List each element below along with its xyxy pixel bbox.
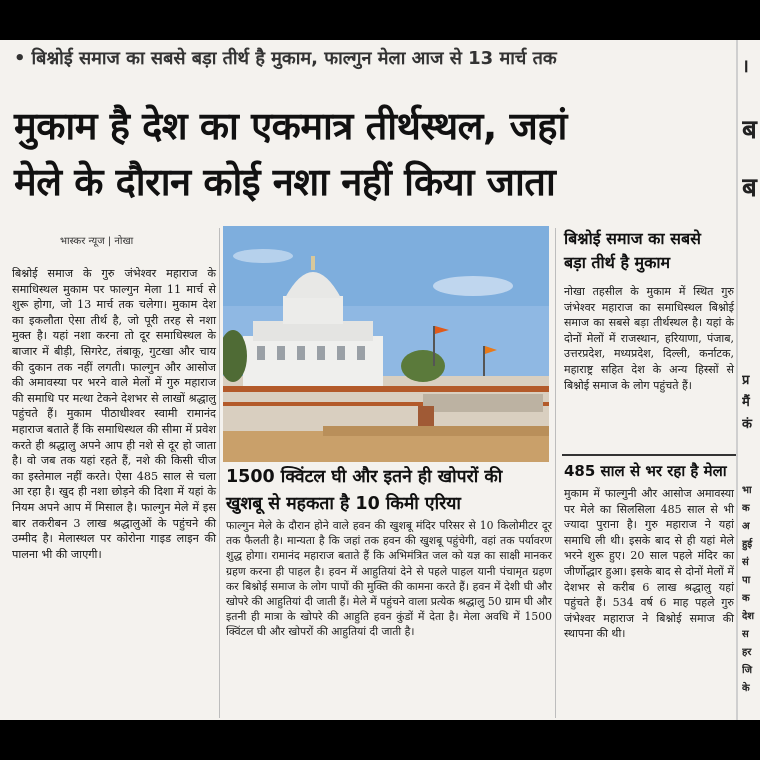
right-headline [564,227,734,275]
middle-article-column [226,518,552,640]
edge-fragment: स [742,629,749,640]
edge-fragment: ब [742,173,757,203]
edge-fragment: कं [742,417,752,432]
edge-fragment: भा [742,485,752,496]
right-article-text-1: नोखा तहसील के मुकाम में स्थित गुरु जंभेश्वर महाराज का समाधिस्थल बिश्नोई समाज का सबसे बड़ा तीर्थस्थल है। यहां के दोनों मेलों में राजस्थान, हरियाणा, पंजाब, उत्तरप्रदेश, मध्यप्रदेश, दिल्ली, कर्नाटक, महाराष्ट्र सहित देश के अन्य हिस्सों से बिश्नोई समाज के लोग पहुंचते हैं। [564,285,734,392]
right-headline-line-1: बिश्नोई समाज का सबसे [564,229,701,248]
middle-headline-line-2: खुशबू से महकता है 10 किमी एरिया [226,494,461,514]
newspaper-page [0,40,760,720]
edge-fragment: जि [742,665,753,676]
edge-fragment: मैं [742,395,750,410]
kicker-text: बिश्नोई समाज का सबसे बड़ा तीर्थ है मुकाम, फाल्गुन मेला आज से 13 मार्च तक [31,48,557,69]
headline-line-1: मुकाम है देश का एकमात्र तीर्थस्थल, जहां [14,104,567,148]
edge-fragment: क [742,593,750,604]
edge-fragment: क [742,503,750,514]
right-article-text-2: मुकाम में फाल्गुनी और आसोज अमावस्या पर मेले का सिलसिला 485 साल से भी ज्यादा पुराना है। गुरु महाराज ने यहां समाधि ली थी। इसके बाद से ही यहां मेले भरने शुरू हुए। 20 साल पहले मंदिर का जीर्णोद्धार हुआ। इसके बाद से दोनों मेलों में देशभर से करीब 6 लाख श्रद्धालु यहां पहुंचते हैं। 534 वर्ष 6 माह पहले गुरु जंभेश्वर महाराज ने बिश्नोई समाज की स्थापना की थी। [564,487,734,641]
edge-fragment: पा [742,575,751,586]
kicker-line [14,46,730,70]
edge-fragment: के [742,683,750,694]
temple-photo-illustration [223,226,549,462]
right-article-column [564,284,734,393]
adjacent-page-edge [742,40,760,720]
edge-fragment: अ [742,521,750,532]
byline: भास्कर न्यूज | नोखा [60,236,134,247]
right-article-column-2 [564,486,734,642]
edge-fragment: सं [742,557,749,568]
left-article-text: बिश्नोई समाज के गुरु जंभेश्वर महाराज के समाधिस्थल मुकाम पर फाल्गुन मेला 11 मार्च से शुरू होगा, जो 13 मार्च तक चलेगा। मुकाम देश का इकलौता ऐसा तीर्थ है, जो पूरी तरह से नशा मुक्त है। यहां नशा करना तो दूर समाधिस्थल के बाजार में बीड़ी, सिगरेट, तंबाकू, गुटखा और चाय की दुकान तक नहीं लगती। फाल्गुन और आसोज की अमावस्या पर भरने वाले मेलों में गुरु महाराज की समाधि पर मत्था टेकने देशभर से लाखों श्रद्धालु पहुंचते हैं। मुकाम पीठाधीश्वर स्वामी रामानंद महाराज बताते हैं कि समाधिस्थल की सीमा में प्रवेश करते ही श्रद्धालु अपने आप ही नशे से दूर हो जाता है। वो जब तक यहां रहते हैं, नशे की किसी चीज का इस्तेमाल नहीं करते। ऐसा 485 साल से चला आ रहा है। खुद ही नशा छोड़ने की दिशा में यहां के नियम अपने आप में मिसाल है। फाल्गुन मेले में इस बार तकरीबन 3 लाख श्रद्धालुओं के पहुंचने की उम्मीद है। मेलास्थल पर कोरोना गाइड लाइन की पालना भी की जाएगी। [12,267,216,561]
main-headline [14,98,730,210]
middle-headline-line-1: 1500 क्विंटल घी और इतने ही खोपरों की [226,467,503,487]
middle-headline [226,464,552,518]
middle-article-text: फाल्गुन मेले के दौरान होने वाले हवन की खुशबू मंदिर परिसर से 10 किलोमीटर दूर तक फैलती है। मान्यता है कि जहां तक हवन की खुशबू पहुंचेगी, वहां तक पर्यावरण शुद्ध होगा। रामानंद महाराज बताते हैं कि अभिमंत्रित जल को यज्ञ का साक्षी मानकर ग्रहण करना ही पाहल है। हवन में आहुतियां देने से पहले पाहल यानी पंचामृत ग्रहण कर बिश्नोई समाज के लोग पापों की मुक्ति की कामना करते हैं। हवन में देशी घी और खोपरे की आहुतियां दी जाती हैं। मेले में पहुंचने वाला प्रत्येक श्रद्धालु 50 ग्राम घी और इतनी ही मात्रा के खोपरे की आहुति हवन कुंडों में देता है। मेला अवधि में 1500 क्विंटल घी और खोपरों की आहुतियां दी जाती है। [226,519,552,639]
edge-fragment: प्र [742,373,750,388]
column-divider [219,228,220,718]
edge-fragment: । [742,56,749,77]
edge-fragment: देश [742,611,755,622]
edge-fragment: ब [742,115,757,145]
edge-fragment: हर [742,647,752,658]
bullet-icon: • [14,48,26,69]
column-divider-right [555,228,556,718]
subhead-rule [562,454,736,456]
right-headline-line-2: बड़ा तीर्थ है मुकाम [564,253,671,272]
page-edge-rule [736,40,738,720]
headline-line-2: मेले के दौरान कोई नशा नहीं किया जाता [14,160,556,204]
edge-fragment: हुई [742,539,753,550]
right-subheading: 485 साल से भर रहा है मेला [564,462,727,480]
left-article-column [12,266,216,562]
temple-photo [223,226,549,462]
